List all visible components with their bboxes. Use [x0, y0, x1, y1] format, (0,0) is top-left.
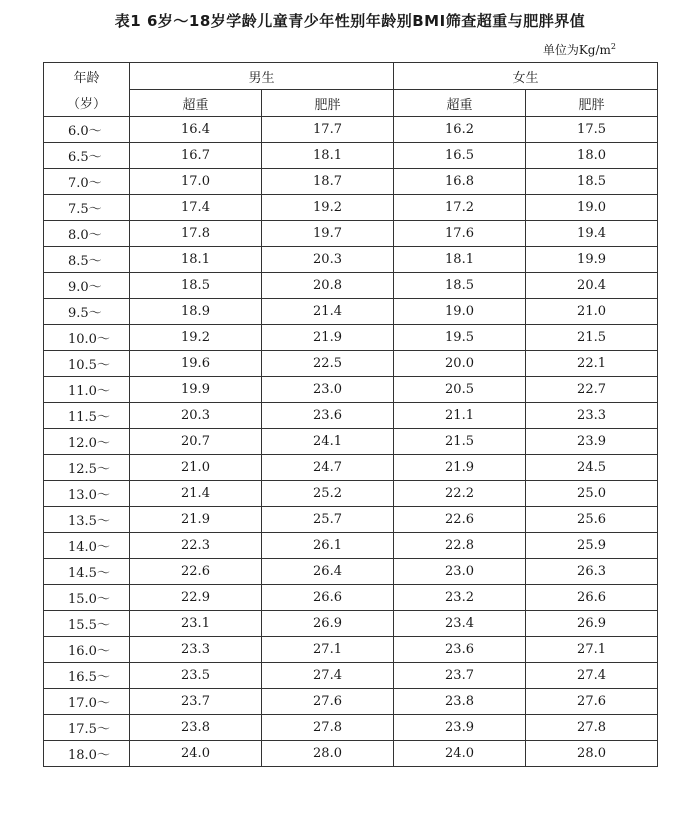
table-row — [44, 637, 658, 663]
age-cell: 7.5～ — [44, 195, 130, 221]
female-overweight-cell: 21.5 — [394, 429, 526, 455]
age-unit-header: （岁） — [44, 90, 130, 117]
female-obese-cell: 21.0 — [526, 299, 658, 325]
age-cell: 10.0～ — [44, 325, 130, 351]
table-row — [44, 351, 658, 377]
male-overweight-cell: 21.0 — [130, 455, 262, 481]
male-overweight-cell: 19.6 — [130, 351, 262, 377]
table-row — [44, 169, 658, 195]
male-obese-cell: 27.6 — [262, 689, 394, 715]
female-overweight-cell: 23.7 — [394, 663, 526, 689]
table-row — [44, 455, 658, 481]
age-cell: 12.5～ — [44, 455, 130, 481]
male-overweight-cell: 18.5 — [130, 273, 262, 299]
female-overweight-cell: 23.0 — [394, 559, 526, 585]
male-obese-cell: 18.1 — [262, 143, 394, 169]
female-obese-cell: 19.4 — [526, 221, 658, 247]
female-overweight-cell: 23.6 — [394, 637, 526, 663]
female-obese-cell: 26.3 — [526, 559, 658, 585]
age-cell: 18.0～ — [44, 741, 130, 767]
female-overweight-cell: 17.2 — [394, 195, 526, 221]
table-row — [44, 715, 658, 741]
female-obese-header: 肥胖 — [526, 90, 658, 117]
female-obese-cell: 27.8 — [526, 715, 658, 741]
female-overweight-cell: 17.6 — [394, 221, 526, 247]
male-overweight-cell: 23.8 — [130, 715, 262, 741]
male-overweight-cell: 17.8 — [130, 221, 262, 247]
female-overweight-cell: 16.2 — [394, 117, 526, 143]
male-overweight-cell: 23.3 — [130, 637, 262, 663]
male-header: 男生 — [130, 63, 394, 90]
age-cell: 14.5～ — [44, 559, 130, 585]
female-obese-cell: 26.6 — [526, 585, 658, 611]
female-obese-cell: 19.0 — [526, 195, 658, 221]
age-cell: 16.5～ — [44, 663, 130, 689]
male-overweight-cell: 22.9 — [130, 585, 262, 611]
header-row-category — [44, 90, 658, 117]
female-obese-cell: 25.6 — [526, 507, 658, 533]
unit-superscript: 2 — [610, 42, 616, 51]
age-cell: 7.0～ — [44, 169, 130, 195]
male-obese-cell: 19.7 — [262, 221, 394, 247]
male-obese-cell: 23.6 — [262, 403, 394, 429]
female-overweight-cell: 24.0 — [394, 741, 526, 767]
table-row — [44, 481, 658, 507]
female-overweight-cell: 19.5 — [394, 325, 526, 351]
male-obese-cell: 21.9 — [262, 325, 394, 351]
table-row — [44, 247, 658, 273]
female-obese-cell: 18.5 — [526, 169, 658, 195]
table-row — [44, 299, 658, 325]
female-overweight-cell: 20.0 — [394, 351, 526, 377]
table-row — [44, 559, 658, 585]
female-obese-cell: 25.9 — [526, 533, 658, 559]
female-overweight-cell: 20.5 — [394, 377, 526, 403]
male-obese-cell: 27.1 — [262, 637, 394, 663]
male-overweight-cell: 24.0 — [130, 741, 262, 767]
female-overweight-cell: 23.4 — [394, 611, 526, 637]
unit-label — [543, 41, 616, 58]
table-row — [44, 689, 658, 715]
age-cell: 8.0～ — [44, 221, 130, 247]
female-overweight-cell: 22.2 — [394, 481, 526, 507]
table-row — [44, 403, 658, 429]
male-obese-cell: 17.7 — [262, 117, 394, 143]
age-header: 年龄 — [44, 63, 130, 90]
table-row — [44, 325, 658, 351]
female-obese-cell: 26.9 — [526, 611, 658, 637]
female-obese-cell: 27.4 — [526, 663, 658, 689]
male-obese-header: 肥胖 — [262, 90, 394, 117]
female-obese-cell: 22.7 — [526, 377, 658, 403]
male-obese-cell: 20.3 — [262, 247, 394, 273]
age-cell: 14.0～ — [44, 533, 130, 559]
male-overweight-cell: 23.7 — [130, 689, 262, 715]
female-overweight-cell: 23.2 — [394, 585, 526, 611]
female-overweight-cell: 21.9 — [394, 455, 526, 481]
female-obese-cell: 18.0 — [526, 143, 658, 169]
female-obese-cell: 27.1 — [526, 637, 658, 663]
male-overweight-cell: 22.6 — [130, 559, 262, 585]
age-cell: 15.5～ — [44, 611, 130, 637]
female-overweight-cell: 19.0 — [394, 299, 526, 325]
female-overweight-cell: 16.5 — [394, 143, 526, 169]
unit-text: 单位为Kg/m — [542, 43, 611, 57]
age-cell: 13.0～ — [44, 481, 130, 507]
male-obese-cell: 18.7 — [262, 169, 394, 195]
male-overweight-cell: 16.7 — [130, 143, 262, 169]
female-obese-cell: 20.4 — [526, 273, 658, 299]
male-obese-cell: 25.2 — [262, 481, 394, 507]
male-obese-cell: 27.4 — [262, 663, 394, 689]
age-cell: 11.0～ — [44, 377, 130, 403]
male-obese-cell: 21.4 — [262, 299, 394, 325]
table-title: 表1 6岁～18岁学龄儿童青少年性别年龄别BMI筛查超重与肥胖界值 — [114, 12, 586, 30]
female-obese-cell: 21.5 — [526, 325, 658, 351]
age-cell: 6.5～ — [44, 143, 130, 169]
age-cell: 6.0～ — [44, 117, 130, 143]
male-overweight-cell: 23.5 — [130, 663, 262, 689]
male-overweight-cell: 21.9 — [130, 507, 262, 533]
male-overweight-cell: 19.9 — [130, 377, 262, 403]
male-overweight-cell: 18.9 — [130, 299, 262, 325]
female-overweight-cell: 23.9 — [394, 715, 526, 741]
female-obese-cell: 17.5 — [526, 117, 658, 143]
male-overweight-cell: 20.7 — [130, 429, 262, 455]
male-overweight-cell: 18.1 — [130, 247, 262, 273]
female-obese-cell: 24.5 — [526, 455, 658, 481]
table-row — [44, 533, 658, 559]
age-cell: 9.5～ — [44, 299, 130, 325]
male-obese-cell: 24.7 — [262, 455, 394, 481]
age-cell: 17.0～ — [44, 689, 130, 715]
table-row — [44, 195, 658, 221]
female-header: 女生 — [394, 63, 658, 90]
table-row — [44, 377, 658, 403]
age-cell: 16.0～ — [44, 637, 130, 663]
table-row — [44, 611, 658, 637]
age-cell: 15.0～ — [44, 585, 130, 611]
age-cell: 9.0～ — [44, 273, 130, 299]
male-overweight-cell: 22.3 — [130, 533, 262, 559]
male-overweight-cell: 21.4 — [130, 481, 262, 507]
female-obese-cell: 27.6 — [526, 689, 658, 715]
age-cell: 13.5～ — [44, 507, 130, 533]
female-overweight-cell: 23.8 — [394, 689, 526, 715]
male-obese-cell: 26.6 — [262, 585, 394, 611]
male-obese-cell: 23.0 — [262, 377, 394, 403]
male-obese-cell: 27.8 — [262, 715, 394, 741]
female-obese-cell: 23.9 — [526, 429, 658, 455]
female-obese-cell: 22.1 — [526, 351, 658, 377]
female-overweight-header: 超重 — [394, 90, 526, 117]
male-obese-cell: 26.4 — [262, 559, 394, 585]
table-row — [44, 741, 658, 767]
male-obese-cell: 20.8 — [262, 273, 394, 299]
female-overweight-cell: 21.1 — [394, 403, 526, 429]
table-row — [44, 221, 658, 247]
male-obese-cell: 26.9 — [262, 611, 394, 637]
table-row — [44, 117, 658, 143]
female-overweight-cell: 16.8 — [394, 169, 526, 195]
table-row — [44, 585, 658, 611]
header-row-gender — [44, 63, 658, 90]
male-overweight-cell: 19.2 — [130, 325, 262, 351]
female-obese-cell: 28.0 — [526, 741, 658, 767]
female-obese-cell: 23.3 — [526, 403, 658, 429]
table-row — [44, 143, 658, 169]
age-cell: 11.5～ — [44, 403, 130, 429]
table-row — [44, 663, 658, 689]
age-cell: 10.5～ — [44, 351, 130, 377]
female-overweight-cell: 18.1 — [394, 247, 526, 273]
table-row — [44, 507, 658, 533]
age-cell: 8.5～ — [44, 247, 130, 273]
table-row — [44, 273, 658, 299]
age-cell: 12.0～ — [44, 429, 130, 455]
table-row — [44, 429, 658, 455]
male-overweight-cell: 17.4 — [130, 195, 262, 221]
male-obese-cell: 19.2 — [262, 195, 394, 221]
male-overweight-cell: 20.3 — [130, 403, 262, 429]
female-overweight-cell: 22.8 — [394, 533, 526, 559]
female-overweight-cell: 22.6 — [394, 507, 526, 533]
female-obese-cell: 19.9 — [526, 247, 658, 273]
male-overweight-cell: 17.0 — [130, 169, 262, 195]
female-obese-cell: 25.0 — [526, 481, 658, 507]
bmi-table — [43, 62, 658, 767]
female-overweight-cell: 18.5 — [394, 273, 526, 299]
table-body — [44, 117, 658, 767]
male-overweight-header: 超重 — [130, 90, 262, 117]
male-obese-cell: 25.7 — [262, 507, 394, 533]
male-obese-cell: 28.0 — [262, 741, 394, 767]
male-overweight-cell: 23.1 — [130, 611, 262, 637]
male-overweight-cell: 16.4 — [130, 117, 262, 143]
male-obese-cell: 22.5 — [262, 351, 394, 377]
male-obese-cell: 26.1 — [262, 533, 394, 559]
male-obese-cell: 24.1 — [262, 429, 394, 455]
age-cell: 17.5～ — [44, 715, 130, 741]
